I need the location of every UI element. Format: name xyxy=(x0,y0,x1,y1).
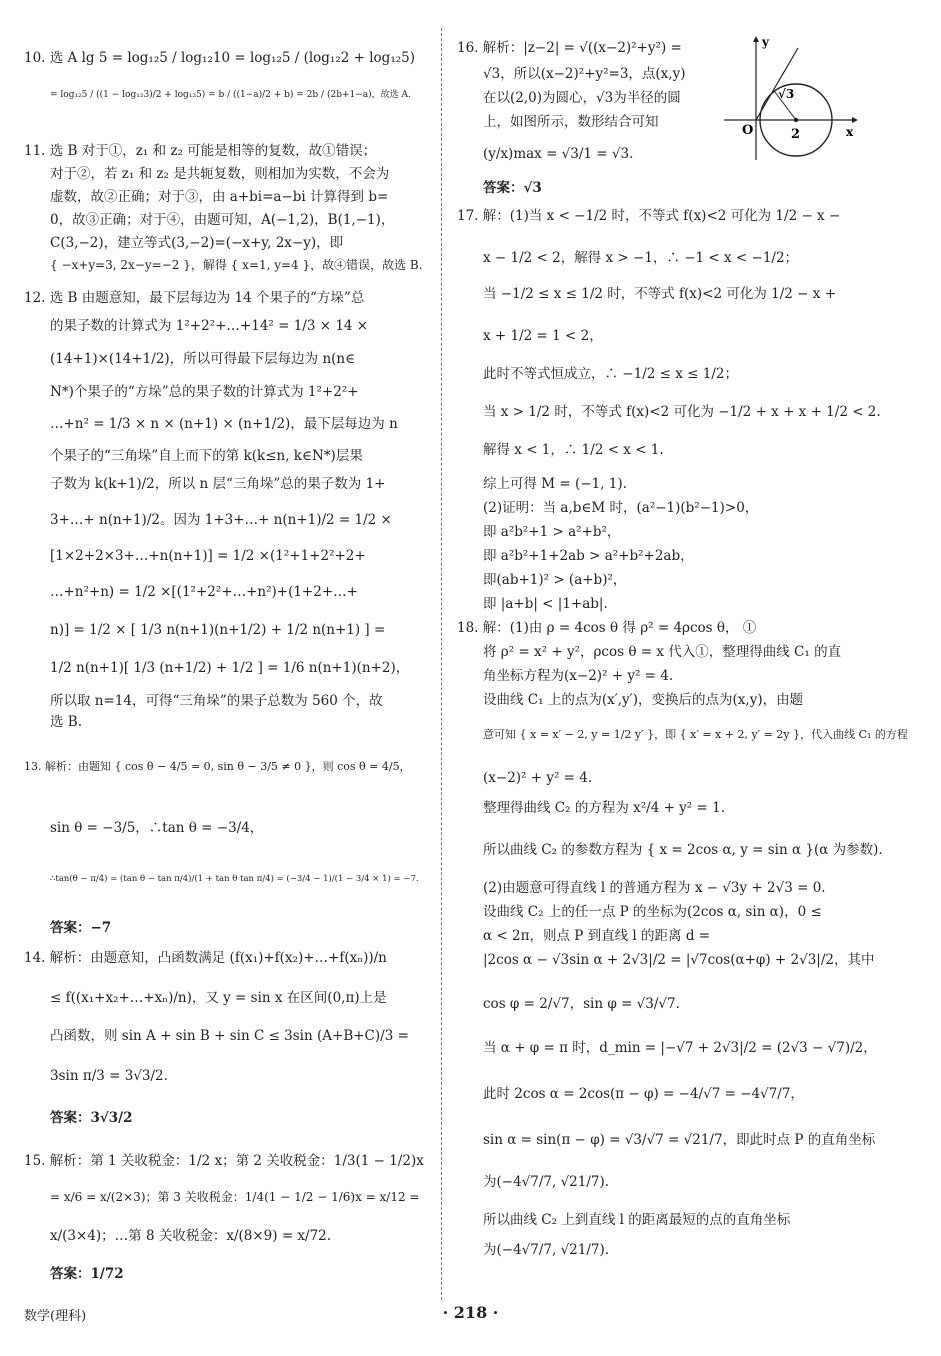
text-line: 整理得曲线 C₂ 的方程为 x²/4 + y² = 1. xyxy=(483,800,725,816)
text-line: C(3,−2)，建立等式(3,−2)=(−x+y, 2x−y)，即 xyxy=(50,235,344,251)
text-line: (2)证明：当 a,b∈M 时，(a²−1)(b²−1)>0， xyxy=(483,500,759,516)
text-line: √3，所以(x−2)²+y²=3，点(x,y) xyxy=(483,66,686,82)
text-line: x + 1/2 = 1 < 2， xyxy=(483,328,603,344)
text-line: 16. 解析：|z−2| = √((x−2)²+y²) = xyxy=(457,40,682,56)
text-line: 的果子数的计算式为 1²+2²+…+14² = 1/3 × 14 × xyxy=(50,318,369,334)
text-line: sin α = sin(π − φ) = √3/√7 = √21/7，即此时点 P 的直角坐标 xyxy=(483,1132,876,1148)
text-line: 当 −1/2 ≤ x ≤ 1/2 时，不等式 f(x)<2 可化为 1/2 − x + xyxy=(483,286,837,302)
text-line: 答案：−7 xyxy=(50,920,112,936)
text-line: 此时不等式恒成立，∴ −1/2 ≤ x ≤ 1/2； xyxy=(483,366,738,382)
text-line: 解得 x < 1，∴ 1/2 < x < 1. xyxy=(483,442,664,458)
text-line: 3+…+ n(n+1)/2。因为 1+3+…+ n(n+1)/2 = 1/2 × xyxy=(50,512,392,528)
text-line: 即 a²b²+1 > a²+b²， xyxy=(483,524,621,540)
text-line: 设曲线 C₂ 上的任一点 P 的坐标为(2cos α, sin α)，0 ≤ xyxy=(483,904,822,920)
text-line: 选 B. xyxy=(50,714,83,730)
column-divider xyxy=(441,28,442,1300)
text-line: cos φ = 2/√7，sin φ = √3/√7. xyxy=(483,996,680,1012)
text-line: 12. 选 B 由题意知，最下层每边为 14 个果子的“方垛”总 xyxy=(24,290,365,306)
text-line: 答案：√3 xyxy=(483,180,542,196)
x-label: x xyxy=(846,125,854,139)
text-line: sin θ = −3/5，∴tan θ = −3/4， xyxy=(50,820,264,836)
text-line: = log₁₂5 / ((1 − log₁₂3)/2 + log₁₂5) = b / ((1−a)/2 + b) = 2b / (2b+1−a)，故选 A. xyxy=(50,90,411,100)
text-line: 综上可得 M = (−1, 1). xyxy=(483,476,627,492)
text-line: 3sin π/3 = 3√3/2. xyxy=(50,1068,168,1084)
text-line: 所以取 n=14，可得“三角垛”的果子总数为 560 个，故 xyxy=(50,693,383,709)
text-line: = x/6 = x/(2×3)；第 3 关收税金：1/4(1 − 1/2 − 1/6)x = x/12 = xyxy=(50,1190,420,1204)
text-line: N*)个果子的“方垛”总的果子数的计算式为 1²+2²+ xyxy=(50,384,359,400)
text-line: (2)由题意可得直线 l 的普通方程为 x − √3y + 2√3 = 0. xyxy=(483,880,826,896)
text-line: x/(3×4)；…第 8 关收税金：x/(8×9) = x/72. xyxy=(50,1228,332,1244)
center-label: 2 xyxy=(791,127,801,142)
text-line: 1/2 n(n+1)[ 1/3 (n+1/2) + 1/2 ] = 1/6 n(n+1)(n+2)， xyxy=(50,660,410,676)
text-line: …+n²+n) = 1/2 ×[(1²+2²+…+n²)+(1+2+…+ xyxy=(50,584,358,600)
y-label: y xyxy=(762,35,769,49)
text-line: 当 α + φ = π 时，d_min = |−√7 + 2√3|/2 = (2√3 − √7)/2， xyxy=(483,1040,877,1056)
text-line: 意可知 { x = x′ − 2, y = 1/2 y′ }，即 { x′ = x + 2, y′ = 2y }，代入曲线 C₁ 的方程 xyxy=(483,728,908,741)
text-line: α < 2π，则点 P 到直线 l 的距离 d = xyxy=(483,928,711,944)
text-line: (y/x)max = √3/1 = √3. xyxy=(483,146,634,162)
text-line: 上，如图所示，数形结合可知 xyxy=(483,114,659,130)
text-line: (14+1)×(14+1/2)，所以可得最下层每边为 n(n∈ xyxy=(50,351,356,367)
text-line: 答案：3√3/2 xyxy=(50,1110,133,1126)
text-line: 为(−4√7/7, √21/7). xyxy=(483,1174,610,1190)
text-line: x − 1/2 < 2，解得 x > −1，∴ −1 < x < −1/2； xyxy=(483,250,799,266)
text-line: 18. 解：(1)由 ρ = 4cos θ 得 ρ² = 4ρcos θ， ① xyxy=(457,620,757,636)
text-line: 将 ρ² = x² + y²，ρcos θ = x 代入①，整理得曲线 C₁ 的直 xyxy=(483,644,842,660)
text-line: (x−2)² + y² = 4. xyxy=(483,770,593,786)
text-line: 设曲线 C₁ 上的点为(x′,y′)，变换后的点为(x,y)，由题 xyxy=(483,692,804,708)
text-line: 0，故③正确；对于④，由题可知，A(−1,2)，B(1,−1)， xyxy=(50,212,395,228)
text-line: 17. 解：(1)当 x < −1/2 时，不等式 f(x)<2 可化为 1/2 − x − xyxy=(457,208,841,224)
text-line: 14. 解析：由题意知，凸函数满足 (f(x₁)+f(x₂)+…+f(xₙ))/n xyxy=(24,950,387,966)
text-line: 角坐标方程为(x−2)² + y² = 4. xyxy=(483,668,674,684)
text-line: 对于②，若 z₁ 和 z₂ 是共轭复数，则相加为实数，不会为 xyxy=(50,166,390,182)
text-line: 即 |a+b| < |1+ab|. xyxy=(483,596,608,612)
text-line: 答案：1/72 xyxy=(50,1266,124,1282)
text-line: ≤ f((x₁+x₂+…+xₙ)/n)，又 y = sin x 在区间(0,π)上是 xyxy=(50,990,387,1006)
text-line: { −x+y=3, 2x−y=−2 }，解得 { x=1, y=4 }，故④错误，故选 B. xyxy=(50,258,423,272)
text-line: 13. 解析：由题知 { cos θ − 4/5 = 0, sin θ − 3/5 ≠ 0 }，则 cos θ = 4/5， xyxy=(24,760,411,773)
text-line: 所以曲线 C₂ 的参数方程为 { x = 2cos α, y = sin α }(α 为参数). xyxy=(483,842,883,858)
text-line: |2cos α − √3sin α + 2√3|/2 = |√7cos(α+φ) + 2√3|/2，其中 xyxy=(483,952,875,968)
footer-subject: 数学(理科) xyxy=(24,1309,87,1324)
text-line: 15. 解析：第 1 关收税金：1/2 x；第 2 关收税金：1/3(1 − 1/2)x xyxy=(24,1153,424,1169)
circle-figure xyxy=(720,34,860,164)
text-line: 当 x > 1/2 时，不等式 f(x)<2 可化为 −1/2 + x + x + 1/2 < 2. xyxy=(483,404,881,420)
text-line: 在以(2,0)为圆心，√3为半径的圆 xyxy=(483,90,681,106)
text-line: 虚数，故②正确；对于③，由 a+bi=a−bi 计算得到 b= xyxy=(50,189,389,205)
text-line: [1×2+2×3+…+n(n+1)] = 1/2 ×(1²+1+2²+2+ xyxy=(50,548,366,564)
text-line: 为(−4√7/7, √21/7). xyxy=(483,1242,610,1258)
text-line: 即 a²b²+1+2ab > a²+b²+2ab， xyxy=(483,548,694,564)
text-line: 10. 选 A lg 5 = log₁₂5 / log₁₂10 = log₁₂5 / (log₁₂2 + log₁₂5) xyxy=(24,50,415,66)
text-line: 所以曲线 C₂ 上到直线 l 的距离最短的点的直角坐标 xyxy=(483,1212,791,1228)
text-line: 此时 2cos α = 2cos(π − φ) = −4/√7 = −4√7/7， xyxy=(483,1086,804,1102)
origin-label: O xyxy=(742,123,754,138)
text-line: 凸函数，则 sin A + sin B + sin C ≤ 3sin (A+B+C)/3 = xyxy=(50,1028,409,1044)
text-line: …+n² = 1/3 × n × (n+1) × (n+1/2)，最下层每边为 n xyxy=(50,416,398,432)
text-line: 11. 选 B 对于①，z₁ 和 z₂ 可能是相等的复数，故①错误； xyxy=(24,143,377,159)
text-line: 子数为 k(k+1)/2，所以 n 层“三角垛”总的果子数为 1+ xyxy=(50,476,386,492)
text-line: 个果子的“三角垛”自上而下的第 k(k≤n, k∈N*)层果 xyxy=(50,448,363,464)
radius-label: √3 xyxy=(778,87,795,101)
text-line: n)] = 1/2 × [ 1/3 n(n+1)(n+1/2) + 1/2 n(n+1) ] = xyxy=(50,622,386,638)
page-number: · 218 · xyxy=(442,1303,499,1322)
text-line: 即(ab+1)² > (a+b)²， xyxy=(483,572,627,588)
text-line: ∴tan(θ − π/4) = (tan θ − tan π/4)/(1 + tan θ tan π/4) = (−3/4 − 1)/(1 − 3/4 × 1) = −7. xyxy=(50,874,419,884)
